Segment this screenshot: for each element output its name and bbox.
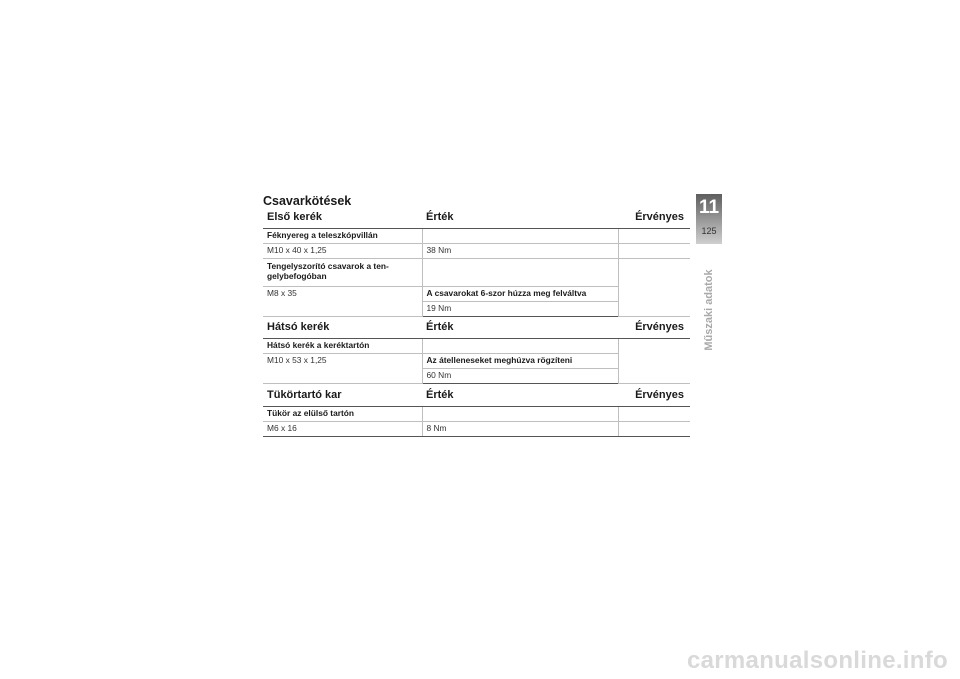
table-row	[263, 422, 690, 437]
chapter-number: 11	[698, 197, 720, 218]
column-header-value: Érték	[422, 384, 618, 407]
value-cell	[422, 339, 618, 354]
value-cell: 60 Nm	[422, 369, 618, 384]
component-cell: Tengelyszorító csavarok a ten- gelybefogóban	[263, 259, 422, 287]
value-cell	[422, 229, 618, 244]
table-row	[263, 259, 690, 287]
table-header-row	[263, 384, 690, 407]
chapter-tab	[696, 194, 722, 244]
table-row	[263, 407, 690, 422]
mirror-arm-table	[263, 384, 690, 437]
column-header-valid: Érvényes	[618, 206, 690, 229]
table-row	[263, 229, 690, 244]
value-note-cell: A csavarokat 6-szor húzza meg felváltva	[422, 287, 618, 302]
component-cell: M6 x 16	[263, 422, 422, 437]
value-cell: 38 Nm	[422, 244, 618, 259]
value-cell: 19 Nm	[422, 302, 618, 317]
table-header-row	[263, 206, 690, 229]
component-cell: Hátsó kerék a keréktartón	[263, 339, 422, 354]
valid-cell	[618, 229, 690, 244]
value-cell: 8 Nm	[422, 422, 618, 437]
column-header-component: Tükörtartó kar	[263, 384, 422, 407]
table-header-row	[263, 316, 690, 339]
column-header-component: Hátsó kerék	[263, 316, 422, 339]
column-header-component: Első kerék	[263, 206, 422, 229]
rear-wheel-table	[263, 316, 690, 384]
value-cell	[422, 407, 618, 422]
column-header-value: Érték	[422, 206, 618, 229]
component-cell: M10 x 40 x 1,25	[263, 244, 422, 259]
table-row	[263, 244, 690, 259]
value-note-cell: Az átelleneseket meghúzva rögzíteni	[422, 354, 618, 369]
valid-cell	[618, 339, 690, 384]
valid-cell	[618, 422, 690, 437]
component-cell: M8 x 35	[263, 287, 422, 317]
page-heading: Csavarkötések	[263, 194, 352, 208]
valid-cell	[618, 244, 690, 259]
front-wheel-table	[263, 206, 690, 317]
component-cell: Féknyereg a teleszkópvillán	[263, 229, 422, 244]
valid-cell	[618, 407, 690, 422]
watermark: carmanualsonline.info	[686, 647, 948, 674]
column-header-value: Érték	[422, 316, 618, 339]
page-number: 125	[701, 226, 717, 236]
value-cell	[422, 259, 618, 287]
chapter-title: Műszaki adatok	[703, 269, 715, 351]
component-cell: Tükör az elülső tartón	[263, 407, 422, 422]
valid-cell	[618, 259, 690, 317]
component-cell: M10 x 53 x 1,25	[263, 354, 422, 384]
column-header-valid: Érvényes	[618, 384, 690, 407]
column-header-valid: Érvényes	[618, 316, 690, 339]
table-row	[263, 339, 690, 354]
